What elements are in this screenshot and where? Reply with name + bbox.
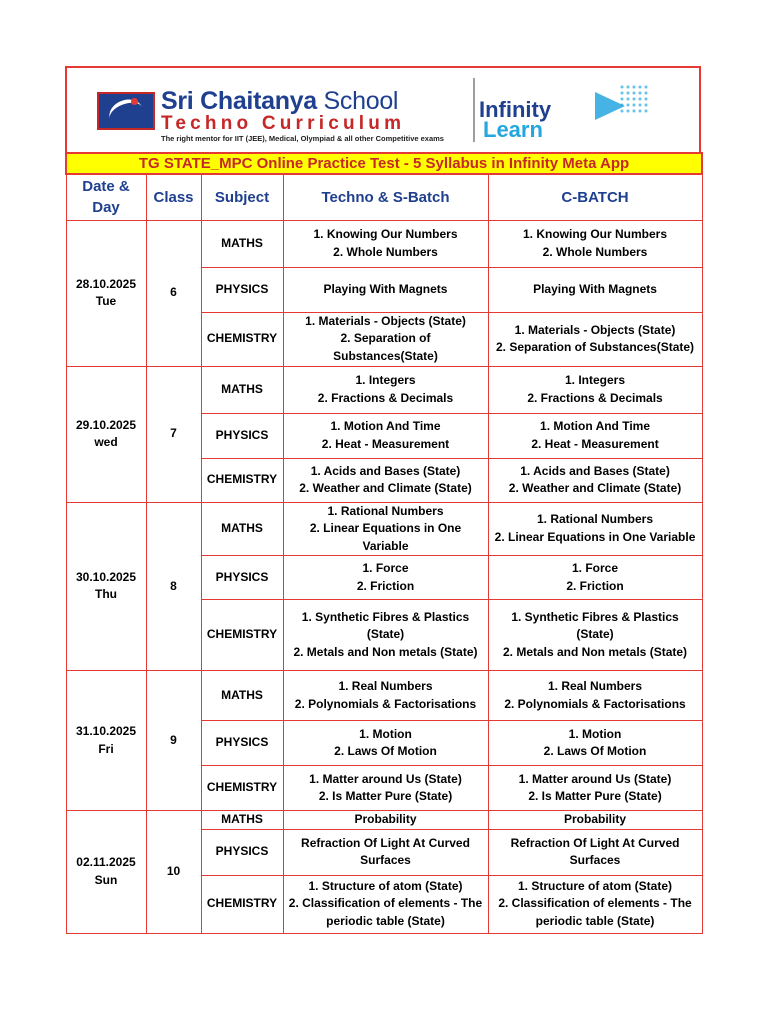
cbatch-syllabus-cell (488, 721, 702, 766)
banner-title: TG STATE_MPC Online Practice Test - 5 Syllabus in Infinity Meta App (66, 153, 702, 174)
cbatch-syllabus-cell (488, 766, 702, 811)
techno-syllabus-cell (283, 875, 488, 933)
class-cell: 6 (146, 220, 201, 366)
day-text: wed (94, 435, 118, 449)
brand-tagline: The right mentor for IIT (JEE), Medical, Olympiad & all other Competitive exams (161, 134, 444, 143)
syllabus-line: 2. Separation of Substances(State) (495, 340, 695, 354)
syllabus-line: 1. Integers (355, 373, 416, 387)
techno-syllabus-cell (283, 811, 488, 830)
day-text: Thu (95, 587, 117, 602)
syllabus-line: 2. Weather and Climate (State) (299, 481, 472, 495)
table-row (66, 811, 702, 830)
cbatch-syllabus-cell (488, 366, 702, 413)
cbatch-syllabus-cell (488, 220, 702, 267)
syllabus-line: 1. Synthetic Fibres & Plastics (301, 609, 470, 624)
syllabus-line: 1. Knowing Our Numbers (313, 227, 458, 241)
cbatch-syllabus-cell (488, 413, 702, 458)
cbatch-syllabus-cell (488, 671, 702, 721)
syllabus-line: 2. Fractions & Decimals (527, 390, 663, 405)
logo-divider (473, 78, 475, 142)
syllabus-line: 2. Heat - Measurement (531, 436, 659, 451)
date-cell (66, 366, 146, 502)
syllabus-line: (State) (366, 627, 405, 642)
brand-name: Sri Chaitanya School (161, 87, 399, 115)
brand-block (161, 88, 444, 144)
col-header-date: Date & Day (66, 174, 146, 220)
syllabus-line: 2. Classification of elements - The (288, 896, 483, 911)
cbatch-syllabus-cell (488, 811, 702, 830)
techno-syllabus-cell (283, 366, 488, 413)
techno-syllabus-cell (283, 829, 488, 875)
techno-syllabus-cell (283, 766, 488, 811)
syllabus-line: 2. Heat - Measurement (321, 436, 450, 451)
syllabus-line: 1. Motion And Time (540, 419, 651, 433)
subject-cell: CHEMISTRY (201, 458, 283, 502)
syllabus-line: 1. Matter around Us (State) (309, 771, 462, 786)
syllabus-line: periodic table (State) (535, 913, 655, 928)
class-cell: 9 (146, 671, 201, 811)
subject-cell: PHYSICS (201, 829, 283, 875)
subject-cell: PHYSICS (201, 721, 283, 766)
techno-syllabus-cell (283, 721, 488, 766)
date-text: 28.10.2025 (75, 276, 137, 291)
techno-syllabus-cell (283, 556, 488, 600)
syllabus-line: 1. Acids and Bases (State) (310, 463, 461, 478)
syllabus-line: 1. Motion (568, 726, 622, 741)
syllabus-line: Refraction Of Light At Curved (510, 835, 680, 850)
syllabus-line: 2. Separation of (340, 331, 431, 346)
date-cell (66, 502, 146, 671)
date-text: 30.10.2025 (75, 569, 137, 584)
timetable-sheet (65, 66, 701, 934)
date-cell (66, 671, 146, 811)
syllabus-line: Playing With Magnets (323, 281, 448, 296)
syllabus-line: Variable (362, 538, 409, 553)
cbatch-syllabus-cell (488, 556, 702, 600)
syllabus-line: 1. Matter around Us (State) (518, 771, 672, 786)
header-logo-area (65, 66, 701, 152)
techno-syllabus-cell (283, 267, 488, 312)
subject-cell: MATHS (201, 811, 283, 830)
brand-subtitle: Techno Curriculum (161, 113, 406, 134)
syllabus-line: 1. Knowing Our Numbers (523, 227, 668, 241)
syllabus-line: 1. Materials - Objects (State) (514, 322, 676, 337)
syllabus-line: Probability (354, 812, 417, 826)
syllabus-line: 2. Polynomials & Factorisations (504, 696, 686, 711)
techno-syllabus-cell (283, 458, 488, 502)
subject-cell: CHEMISTRY (201, 312, 283, 366)
techno-syllabus-cell (283, 220, 488, 267)
syllabus-line: 2. Classification of elements - The (498, 896, 692, 911)
cbatch-syllabus-cell (488, 829, 702, 875)
date-text: 29.10.2025 (75, 417, 137, 432)
syllabus-line: Refraction Of Light At Curved (301, 835, 470, 850)
syllabus-line: Surfaces (360, 853, 411, 867)
cbatch-syllabus-cell (488, 312, 702, 366)
subject-cell: PHYSICS (201, 413, 283, 458)
syllabus-line: Substances(State) (333, 348, 438, 363)
subject-cell: MATHS (201, 366, 283, 413)
techno-syllabus-cell (283, 671, 488, 721)
syllabus-line: 1. Integers (565, 373, 626, 387)
syllabus-line: 2. Laws Of Motion (334, 744, 437, 758)
syllabus-line: 2. Metals and Non metals (State) (293, 644, 478, 659)
syllabus-line: 2. Linear Equations in One Variable (494, 529, 696, 544)
subject-cell: MATHS (201, 220, 283, 267)
syllabus-line: 1. Motion (359, 726, 412, 741)
syllabus-line: Probability (564, 812, 627, 826)
table-row (66, 366, 702, 413)
cbatch-syllabus-cell (488, 502, 702, 556)
syllabus-line: 2. Is Matter Pure (State) (528, 789, 662, 803)
syllabus-line: 2. Linear Equations in One (309, 521, 462, 535)
class-cell: 10 (146, 811, 201, 934)
syllabus-line: 2. Whole Numbers (333, 244, 438, 259)
syllabus-line: 1. Force (362, 561, 409, 575)
date-text: 02.11.2025 (76, 855, 136, 870)
class-cell: 7 (146, 366, 201, 502)
date-cell (66, 811, 146, 934)
syllabus-line: Surfaces (569, 853, 621, 867)
syllabus-line: 1. Structure of atom (State) (308, 878, 463, 893)
subject-cell: CHEMISTRY (201, 766, 283, 811)
syllabus-line: 1. Synthetic Fibres & Plastics (511, 609, 679, 624)
particle-icon (619, 84, 649, 114)
table-row (66, 502, 702, 556)
syllabus-line: 2. Friction (356, 578, 415, 593)
schedule-table (65, 152, 703, 934)
syllabus-line: 2. Friction (566, 578, 624, 593)
date-cell (66, 220, 146, 366)
col-header-cbatch: C-BATCH (488, 174, 702, 220)
cbatch-syllabus-cell (488, 600, 702, 671)
techno-syllabus-cell (283, 502, 488, 556)
syllabus-line: 2. Laws Of Motion (543, 744, 647, 758)
syllabus-line: 1. Rational Numbers (537, 512, 654, 527)
subject-cell: PHYSICS (201, 556, 283, 600)
syllabus-line: 2. Weather and Climate (State) (508, 481, 682, 495)
subject-cell: CHEMISTRY (201, 875, 283, 933)
syllabus-line: 1. Acids and Bases (State) (520, 463, 670, 478)
techno-syllabus-cell (283, 312, 488, 366)
day-text: Tue (95, 294, 117, 308)
syllabus-line: 2. Fractions & Decimals (317, 390, 454, 405)
table-row (66, 220, 702, 267)
col-header-techno: Techno & S-Batch (283, 174, 488, 220)
syllabus-line: 2. Polynomials & Factorisations (294, 696, 477, 711)
class-cell: 8 (146, 502, 201, 671)
subject-cell: PHYSICS (201, 267, 283, 312)
techno-syllabus-cell (283, 600, 488, 671)
syllabus-line: 1. Motion And Time (330, 419, 441, 433)
infinity-learn-logo: Infinity Learn (479, 100, 551, 140)
syllabus-line: 1. Real Numbers (338, 679, 433, 693)
cbatch-syllabus-cell (488, 267, 702, 312)
col-header-class: Class (146, 174, 201, 220)
syllabus-line: 1. Force (572, 561, 619, 575)
syllabus-line: 2. Is Matter Pure (State) (318, 789, 453, 803)
syllabus-line: 1. Real Numbers (547, 679, 643, 693)
col-header-subject: Subject (201, 174, 283, 220)
cbatch-syllabus-cell (488, 458, 702, 502)
subject-cell: CHEMISTRY (201, 600, 283, 671)
syllabus-line: 1. Rational Numbers (327, 503, 444, 518)
cbatch-syllabus-cell (488, 875, 702, 933)
subject-cell: MATHS (201, 671, 283, 721)
day-text: Fri (98, 741, 114, 756)
table-row (66, 671, 702, 721)
syllabus-line: periodic table (State) (326, 913, 445, 928)
syllabus-line: (State) (576, 627, 614, 642)
syllabus-line: 1. Materials - Objects (State) (305, 313, 466, 328)
syllabus-line: 2. Whole Numbers (542, 244, 648, 259)
syllabus-line: 2. Metals and Non metals (State) (502, 644, 688, 659)
syllabus-line: Playing With Magnets (533, 281, 657, 296)
day-text: Sun (94, 872, 118, 887)
syllabus-line: 1. Structure of atom (State) (518, 878, 673, 893)
subject-cell: MATHS (201, 502, 283, 556)
date-text: 31.10.2025 (75, 724, 137, 738)
sri-chaitanya-logo-icon (97, 92, 155, 130)
techno-syllabus-cell (283, 413, 488, 458)
